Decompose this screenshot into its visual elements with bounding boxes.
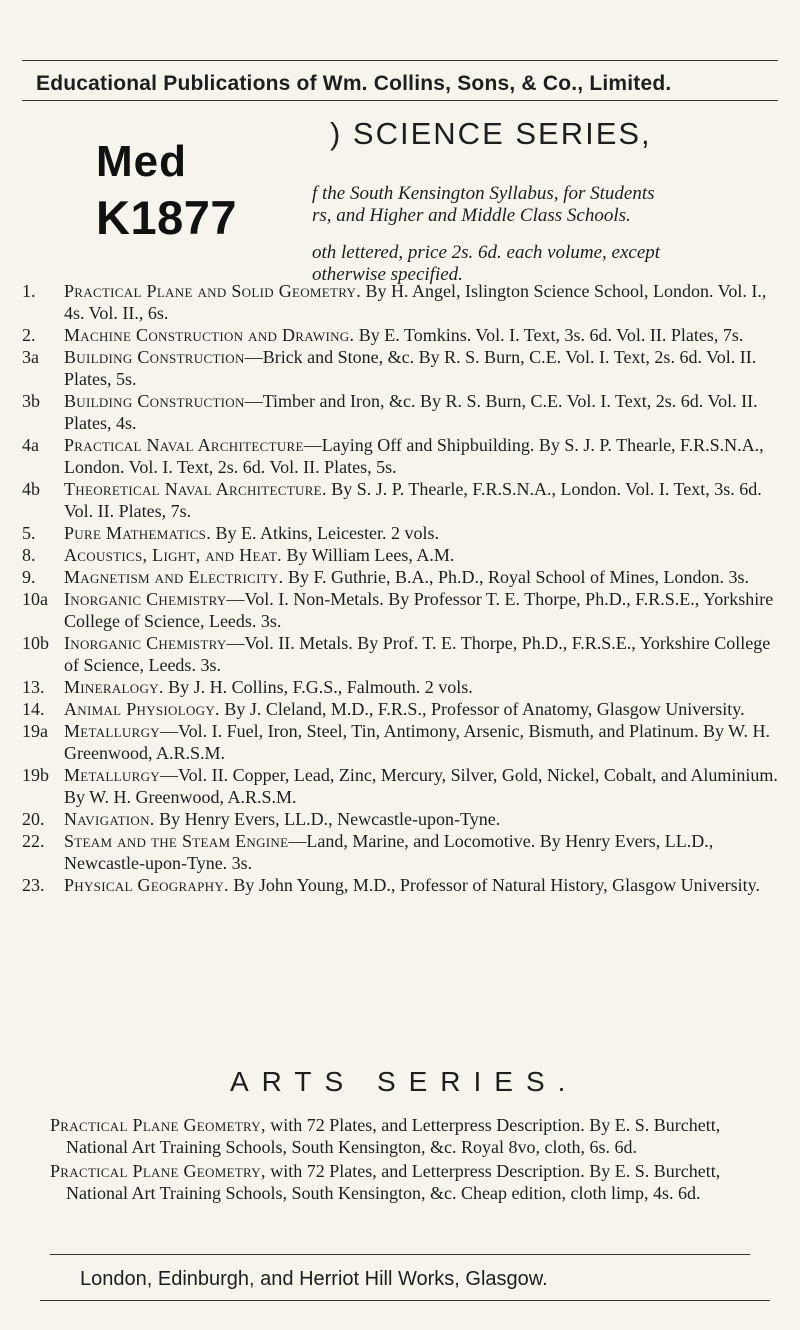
item-title: Inorganic Chemistry bbox=[64, 633, 227, 653]
list-item bbox=[22, 808, 782, 830]
science-series-title: ) SCIENCE SERIES, bbox=[330, 116, 652, 151]
science-list bbox=[22, 280, 782, 896]
list-item bbox=[22, 390, 782, 434]
item-number: 8. bbox=[22, 545, 36, 565]
arts-series-title: ARTS SERIES. bbox=[230, 1066, 579, 1097]
item-body: By J. Cleland, M.D., F.R.S., Professor of Anatomy, Glasgow University. bbox=[219, 699, 745, 719]
list-item bbox=[22, 434, 782, 478]
list-item bbox=[22, 566, 782, 588]
list-item bbox=[22, 588, 782, 632]
list-item bbox=[22, 544, 782, 566]
item-body: —Timber and Iron, &c. By R. S. Burn, C.E. Vol. I. Text, 2s. 6d. Vol. II. Plates, 4s. bbox=[64, 391, 758, 433]
list-item bbox=[22, 676, 782, 698]
list-item bbox=[22, 632, 782, 676]
item-title: Steam and the Steam Engine bbox=[64, 831, 289, 851]
intro-line: rs, and Higher and Middle Class Schools. bbox=[312, 205, 631, 226]
item-number: 22. bbox=[22, 831, 45, 851]
arts-list bbox=[50, 1114, 780, 1206]
item-title: Pure Mathematics. bbox=[64, 523, 212, 543]
bottom-rule bbox=[40, 1300, 770, 1301]
item-number: 10b bbox=[22, 633, 49, 653]
item-body: By John Young, M.D., Professor of Natural History, Glasgow University. bbox=[228, 875, 760, 895]
item-title: Practical Plane Geometry, bbox=[50, 1161, 266, 1181]
intro-line: f the South Kensington Syllabus, for Students bbox=[312, 183, 655, 204]
item-title: Building Construction bbox=[64, 391, 245, 411]
header-rule bbox=[22, 100, 778, 101]
item-body: By William Lees, A.M. bbox=[281, 545, 455, 565]
item-number: 2. bbox=[22, 325, 36, 345]
stamp-line-2: K1877 bbox=[96, 191, 237, 244]
item-number: 4a bbox=[22, 435, 39, 455]
item-number: 19b bbox=[22, 765, 49, 785]
item-title: Acoustics, Light, and Heat. bbox=[64, 545, 282, 565]
stamp-line-1: Med bbox=[96, 137, 187, 186]
item-number: 20. bbox=[22, 809, 45, 829]
library-stamp bbox=[96, 137, 237, 244]
item-title: Practical Plane and Solid Geometry. bbox=[64, 281, 362, 301]
item-body: —Vol. I. Fuel, Iron, Steel, Tin, Antimony, Arsenic, Bismuth, and Platinum. By W. H. Greenwood, A.R.S.M. bbox=[64, 721, 770, 763]
top-rule bbox=[22, 60, 778, 61]
item-body: By J. H. Collins, F.G.S., Falmouth. 2 vols. bbox=[163, 677, 473, 697]
item-title: Practical Plane Geometry, bbox=[50, 1115, 266, 1135]
item-title: Magnetism and Electricity. bbox=[64, 567, 284, 587]
item-body: By S. J. P. Thearle, F.R.S.N.A., London. Vol. I. Text, 3s. 6d. Vol. II. Plates, 7s. bbox=[64, 479, 762, 521]
footer-imprint: London, Edinburgh, and Herriot Hill Works, Glasgow. bbox=[80, 1268, 548, 1290]
list-item bbox=[50, 1160, 780, 1204]
item-body: By Henry Evers, LL.D., Newcastle-upon-Tyne. bbox=[154, 809, 501, 829]
list-item bbox=[22, 764, 782, 808]
item-number: 3b bbox=[22, 391, 40, 411]
list-item bbox=[22, 698, 782, 720]
item-title: Building Construction bbox=[64, 347, 245, 367]
item-number: 4b bbox=[22, 479, 40, 499]
item-title: Practical Naval Architecture bbox=[64, 435, 304, 455]
item-number: 14. bbox=[22, 699, 45, 719]
item-body: —Land, Marine, and Locomotive. By Henry Evers, LL.D., Newcastle-upon-Tyne. 3s. bbox=[64, 831, 714, 873]
item-number: 3a bbox=[22, 347, 39, 367]
list-item bbox=[22, 874, 782, 896]
item-number: 23. bbox=[22, 875, 45, 895]
item-number: 9. bbox=[22, 567, 36, 587]
item-body: By E. Tomkins. Vol. I. Text, 3s. 6d. Vol. II. Plates, 7s. bbox=[354, 325, 744, 345]
science-intro bbox=[312, 183, 782, 286]
item-number: 5. bbox=[22, 523, 36, 543]
publisher-header: Educational Publications of Wm. Collins, Sons, & Co., Limited. bbox=[36, 72, 672, 95]
list-item bbox=[22, 478, 782, 522]
item-title: Mineralogy. bbox=[64, 677, 164, 697]
item-number: 10a bbox=[22, 589, 48, 609]
item-title: Metallurgy bbox=[64, 765, 160, 785]
item-title: Animal Physiology. bbox=[64, 699, 220, 719]
intro-line: oth lettered, price 2s. 6d. each volume, except bbox=[312, 242, 661, 263]
footer-rule bbox=[50, 1254, 750, 1255]
list-item bbox=[22, 720, 782, 764]
item-body: By H. Angel, Islington Science School, London. Vol. I., 4s. Vol. II., 6s. bbox=[64, 281, 767, 323]
item-title: Navigation. bbox=[64, 809, 155, 829]
list-item bbox=[22, 324, 782, 346]
item-body: —Laying Off and Shipbuilding. By S. J. P. Thearle, F.R.S.N.A., London. Vol. I. Text, 2s. 6d. Vol. II. Plates, 5s. bbox=[64, 435, 764, 477]
item-body: —Vol. I. Non-Metals. By Professor T. E. Thorpe, Ph.D., F.R.S.E., Yorkshire College of Science, Leeds. 3s. bbox=[64, 589, 774, 631]
item-body: —Brick and Stone, &c. By R. S. Burn, C.E. Vol. I. Text, 2s. 6d. Vol. II. Plates, 5s. bbox=[64, 347, 757, 389]
item-title: Metallurgy bbox=[64, 721, 160, 741]
list-item bbox=[22, 522, 782, 544]
item-body: with 72 Plates, and Letterpress Description. By E. S. Burchett, National Art Training Schools, South Kensington, &c. Royal 8vo, cloth, 6s. 6d. bbox=[66, 1115, 721, 1157]
item-title: Physical Geography. bbox=[64, 875, 229, 895]
item-number: 13. bbox=[22, 677, 45, 697]
item-body: —Vol. II. Metals. By Prof. T. E. Thorpe, Ph.D., F.R.S.E., Yorkshire College of Science, Leeds. 3s. bbox=[64, 633, 771, 675]
list-item bbox=[50, 1114, 780, 1158]
item-body: —Vol. II. Copper, Lead, Zinc, Mercury, Silver, Gold, Nickel, Cobalt, and Aluminium. By W. H. Greenwood, A.R.S.M. bbox=[64, 765, 778, 807]
item-title: Theoretical Naval Architecture. bbox=[64, 479, 327, 499]
list-item bbox=[22, 280, 782, 324]
list-item bbox=[22, 346, 782, 390]
item-title: Inorganic Chemistry bbox=[64, 589, 227, 609]
item-body: with 72 Plates, and Letterpress Description. By E. S. Burchett, National Art Training Schools, South Kensington, &c. Cheap edition, cloth limp, 4s. 6d. bbox=[66, 1161, 721, 1203]
list-item bbox=[22, 830, 782, 874]
item-number: 1. bbox=[22, 281, 36, 301]
item-body: By E. Atkins, Leicester. 2 vols. bbox=[211, 523, 439, 543]
item-number: 19a bbox=[22, 721, 48, 741]
item-body: By F. Guthrie, B.A., Ph.D., Royal School of Mines, London. 3s. bbox=[283, 567, 750, 587]
item-title: Machine Construction and Drawing. bbox=[64, 325, 355, 345]
intro-line: otherwise specified. bbox=[312, 264, 463, 285]
